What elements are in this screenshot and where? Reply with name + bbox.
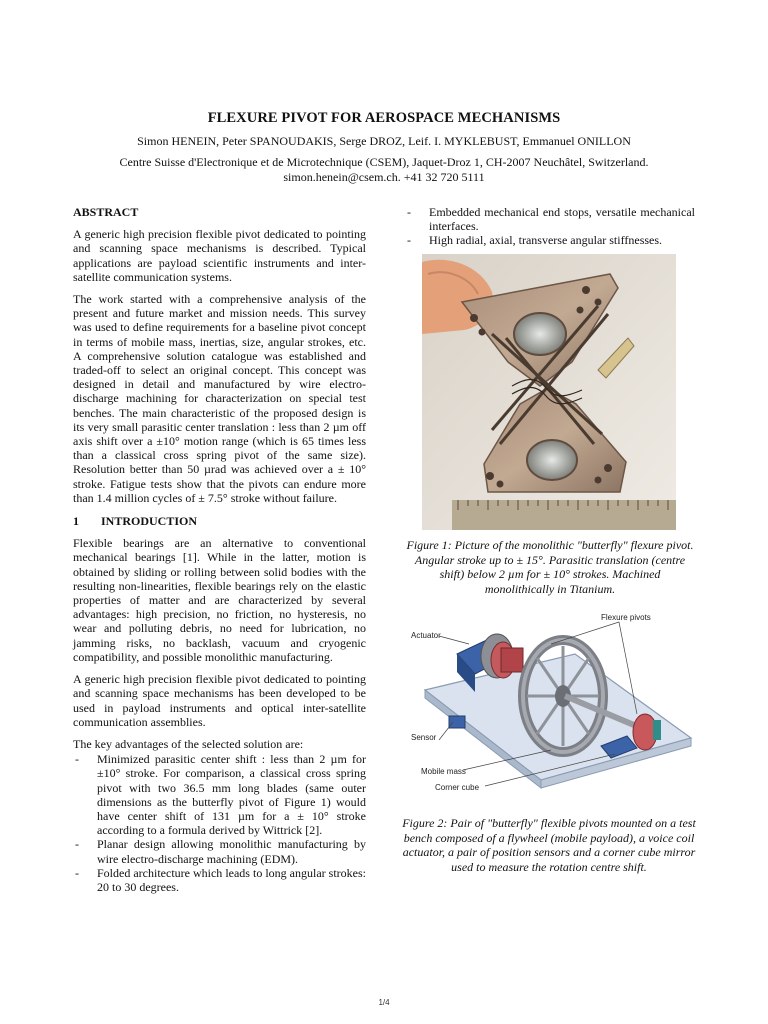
intro-paragraph-3: The key advantages of the selected solution are: bbox=[73, 736, 304, 751]
label-sensor: Sensor bbox=[411, 733, 437, 742]
author-list: Simon HENEIN, Peter SPANOUDAKIS, Serge DROZ, Leif. I. MYKLEBUST, Emmanuel ONILLON bbox=[137, 134, 631, 148]
figure-1-photo bbox=[422, 254, 676, 530]
list-item: - Minimized parasitic center shift : less than 2 µm for ±10° stroke. For comparison, a classical cross spring pivot with two 36.5 mm long blades (same outer dimensions as the butterfly pivot of Figure 1) would have center shift of 131 µm for a ± 10° stroke according to a formula derived by Wittrick [2]. bbox=[73, 752, 366, 837]
abstract-heading: ABSTRACT bbox=[73, 205, 139, 219]
intro-paragraph-1: Flexible bearings are an alternative to conventional mechanical bearings [1]. While in the latter, motion is obtained by sliding or rolling between solid bodies with the resulting non-linearities, flexible bearings rely on the elastic properties of matter and are characterized by several advantages: high precision, no friction, no hysteresis, no wear and polluting debris, no need for lubrication, no jamming risks, no backlash, vacuum and cryogenic compatibility, and possible monolithic manufacturing. bbox=[73, 536, 366, 664]
label-mobile-mass: Mobile mass bbox=[421, 767, 466, 776]
section-title: INTRODUCTION bbox=[101, 514, 198, 529]
section-number: 1 bbox=[73, 514, 79, 529]
figure-2-caption: Figure 2: Pair of "butterfly" flexible pivots mounted on a test bench composed of a flywheel (mobile payload), a voice coil actuator, a pair of position sensors and a corner cube mirror used to measure the rotation centre shift. bbox=[402, 816, 696, 874]
label-corner-cube: Corner cube bbox=[435, 783, 480, 792]
right-column-list bbox=[405, 205, 695, 248]
list-item: - Planar design allowing monolithic manufacturing by wire electro-discharge machining (EDM). bbox=[73, 837, 366, 865]
paper-title: FLEXURE PIVOT FOR AEROSPACE MECHANISMS bbox=[207, 110, 561, 126]
affiliation bbox=[0, 155, 768, 185]
advantages-list bbox=[73, 752, 366, 894]
introduction-heading bbox=[73, 514, 366, 528]
affiliation-address: Centre Suisse d'Electronique et de Microtechnique (CSEM), Jaquet-Droz 1, CH-2007 Neuchâtel, Switzerland. bbox=[119, 155, 649, 169]
figure-2-diagram bbox=[405, 608, 695, 804]
abstract-paragraph-2: The work started with a comprehensive analysis of the present and future market and mission needs. This survey was used to define requirements for a baseline pivot concept in terms of mobile mass, inertias, size, angular strokes, etc. A comprehensive solution catalogue was established and traded-off to select an original concept. This concept was designed in detail and manufactured by wire electro-discharge machining for characterization on special test benches. The main characteristic of the proposed design is its very small parasitic center translation : less than 2 µm off axis shift over a ±10° motion range (which is 65 times less than a classical cross spring pivot of the same size). Resolution better than 50 µrad was achieved over a ± 10° stroke. Fatigue tests show that the pivots can endure more than 1.4 million cycles of ± 7.5° stroke without failure. bbox=[73, 292, 366, 505]
list-item: - Embedded mechanical end stops, versatile mechanical interfaces. bbox=[405, 205, 695, 233]
abstract-paragraph-1: A generic high precision flexible pivot dedicated to pointing and scanning space mechanisms is described. Typical applications are payload scientific instruments and inter-satellite communication systems. bbox=[73, 227, 366, 284]
label-flexure-pivots: Flexure pivots bbox=[601, 613, 651, 622]
label-actuator: Actuator bbox=[411, 631, 441, 640]
left-column bbox=[73, 205, 366, 894]
affiliation-contact: simon.henein@csem.ch. +41 32 720 5111 bbox=[283, 170, 485, 184]
page-number: 1/4 bbox=[378, 998, 390, 1007]
list-item: - Folded architecture which leads to long angular strokes: 20 to 30 degrees. bbox=[73, 866, 366, 894]
list-item: - High radial, axial, transverse angular stiffnesses. bbox=[405, 233, 695, 247]
intro-paragraph-2: A generic high precision flexible pivot dedicated to pointing and scanning space mechanisms has been developed to be used in payload instruments and optical inter-satellite communication assemblies. bbox=[73, 672, 366, 729]
figure-1-caption: Figure 1: Picture of the monolithic "butterfly" flexure pivot. Angular stroke up to ± 15°. Parasitic translation (centre shift) below 2 µm for ± 10° strokes. Machined monolithically in Titanium. bbox=[406, 538, 694, 596]
advantages-list-continued bbox=[405, 205, 695, 248]
